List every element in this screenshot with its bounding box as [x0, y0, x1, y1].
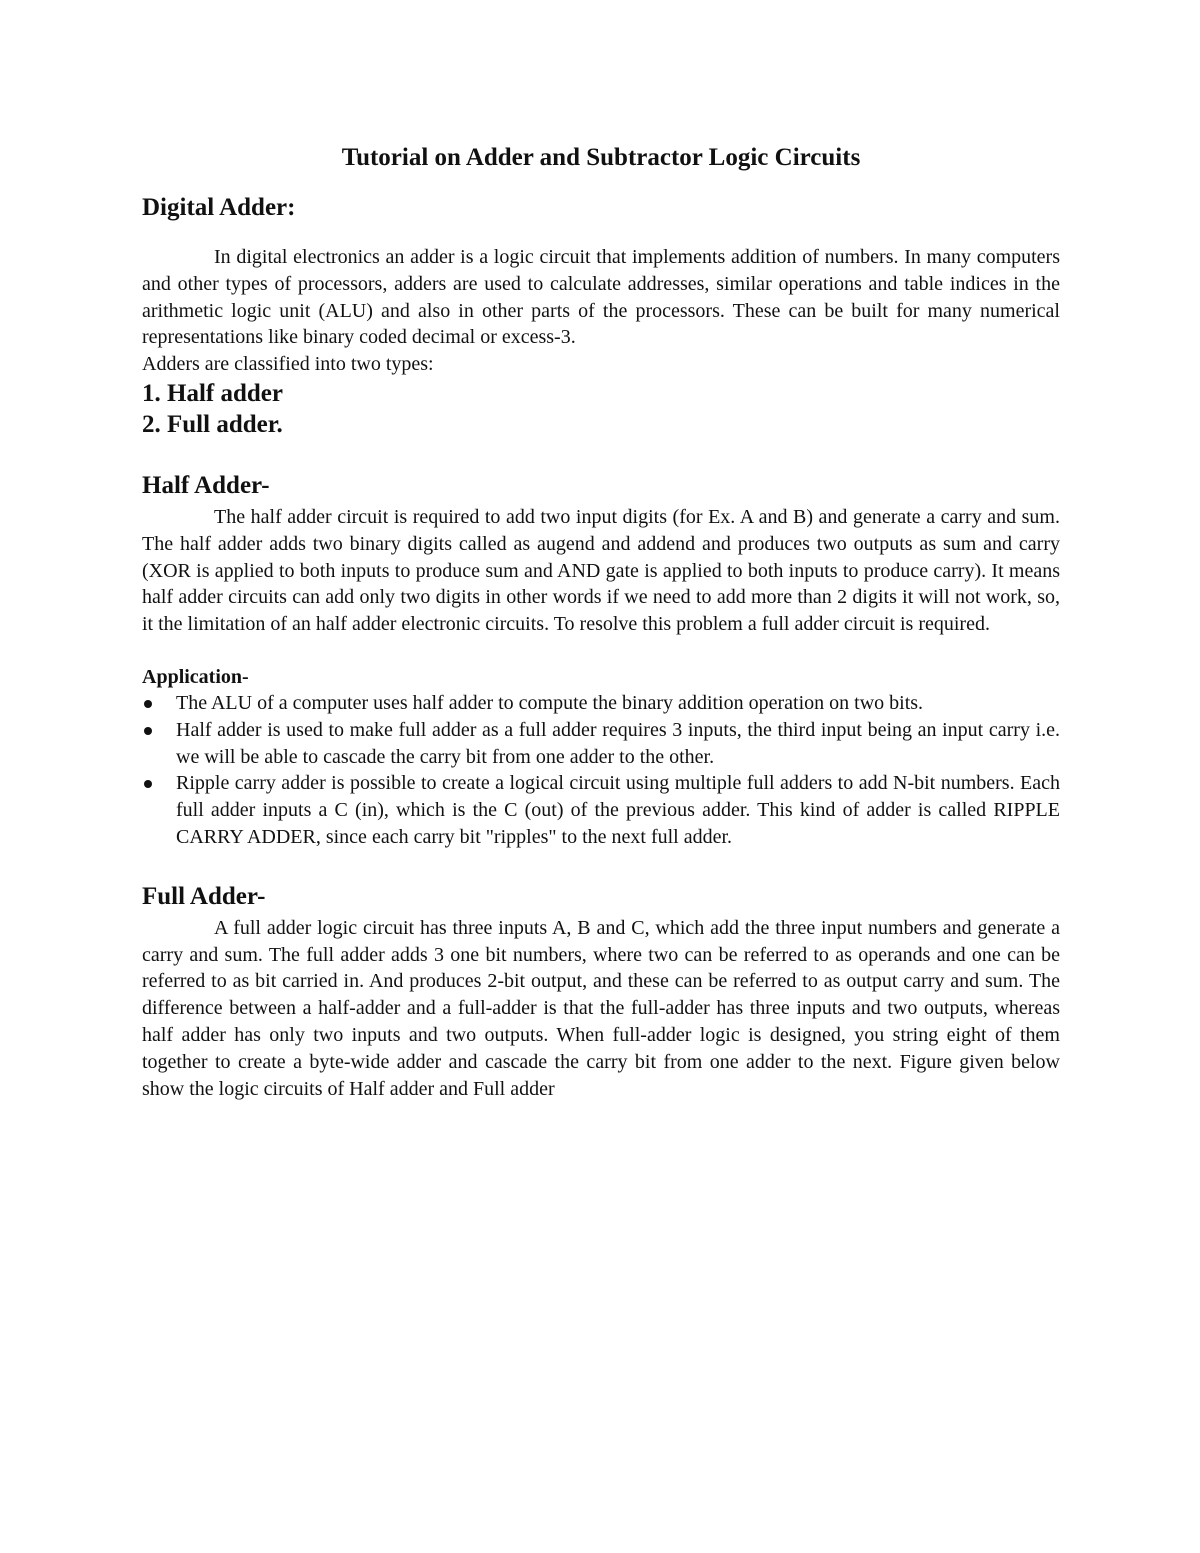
list-item: [142, 717, 1060, 771]
adder-type-full: 2. Full adder.: [142, 410, 283, 438]
half-adder-heading: Half Adder-: [142, 471, 270, 499]
digital-adder-intro: In digital electronics an adder is a logic circuit that implements addition of numbers. In many computers and other types of processors, adders are used to calculate addresses, similar operations and table indices in the arithmetic logic unit (ALU) and also in other parts of the processors. These can be built for many numerical representations like binary coded decimal or excess-3.: [142, 246, 1060, 349]
list-item: [142, 690, 1060, 717]
list-item-text: Half adder is used to make full adder as a full adder requires 3 inputs, the third input being an input carry i.e. we will be able to cascade the carry bit from one adder to the other.: [176, 718, 1060, 768]
list-item-text: Ripple carry adder is possible to create a logical circuit using multiple full adders to add N-bit numbers. Each full adder inputs a C (in), which is the C (out) of the previous adder. This kind of adder is called RIPPLE CARRY ADDER, since each carry bit "ripples" to the next full adder.: [176, 772, 1060, 848]
application-list: [142, 690, 1060, 851]
bullet-icon: [144, 780, 152, 788]
document-title: Tutorial on Adder and Subtractor Logic Circuits: [341, 144, 861, 171]
digital-adder-heading: Digital Adder:: [142, 194, 296, 221]
bullet-icon: [144, 727, 152, 735]
bullet-icon: [144, 700, 152, 708]
document-page: [142, 138, 1060, 1102]
classified-text: Adders are classified into two types:: [142, 353, 434, 376]
full-adder-body: A full adder logic circuit has three inputs A, B and C, which add the three input numbers and generate a carry and sum. The full adder adds 3 one bit numbers, where two can be referred to as operands and one can be referred to as bit carried in. And produces 2-bit output, and these can be referred to as output carry and sum. The difference between a half-adder and a full-adder is that the full-adder has three inputs and two outputs, whereas half adder has only two inputs and two outputs. When full-adder logic is designed, you string eight of them together to create a byte-wide adder and cascade the carry bit from one adder to the next. Figure given below show the logic circuits of Half adder and Full adder: [142, 916, 1060, 1100]
full-adder-heading: Full Adder-: [142, 882, 266, 910]
half-adder-body: The half adder circuit is required to add two input digits (for Ex. A and B) and generate a carry and sum. The half adder adds two binary digits called as augend and addend and produces two outputs as sum and carry (XOR is applied to both inputs to produce sum and AND gate is applied to both inputs to produce carry). It means half adder circuits can add only two digits in other words if we need to add more than 2 digits it will not work, so, it the limitation of an half adder electronic circuits. To resolve this problem a full adder circuit is required.: [142, 505, 1060, 636]
list-item-text: The ALU of a computer uses half adder to compute the binary addition operation on two bits.: [176, 691, 924, 714]
adder-type-half: 1. Half adder: [142, 379, 283, 407]
list-item: [142, 770, 1060, 850]
application-heading: Application-: [142, 665, 249, 688]
